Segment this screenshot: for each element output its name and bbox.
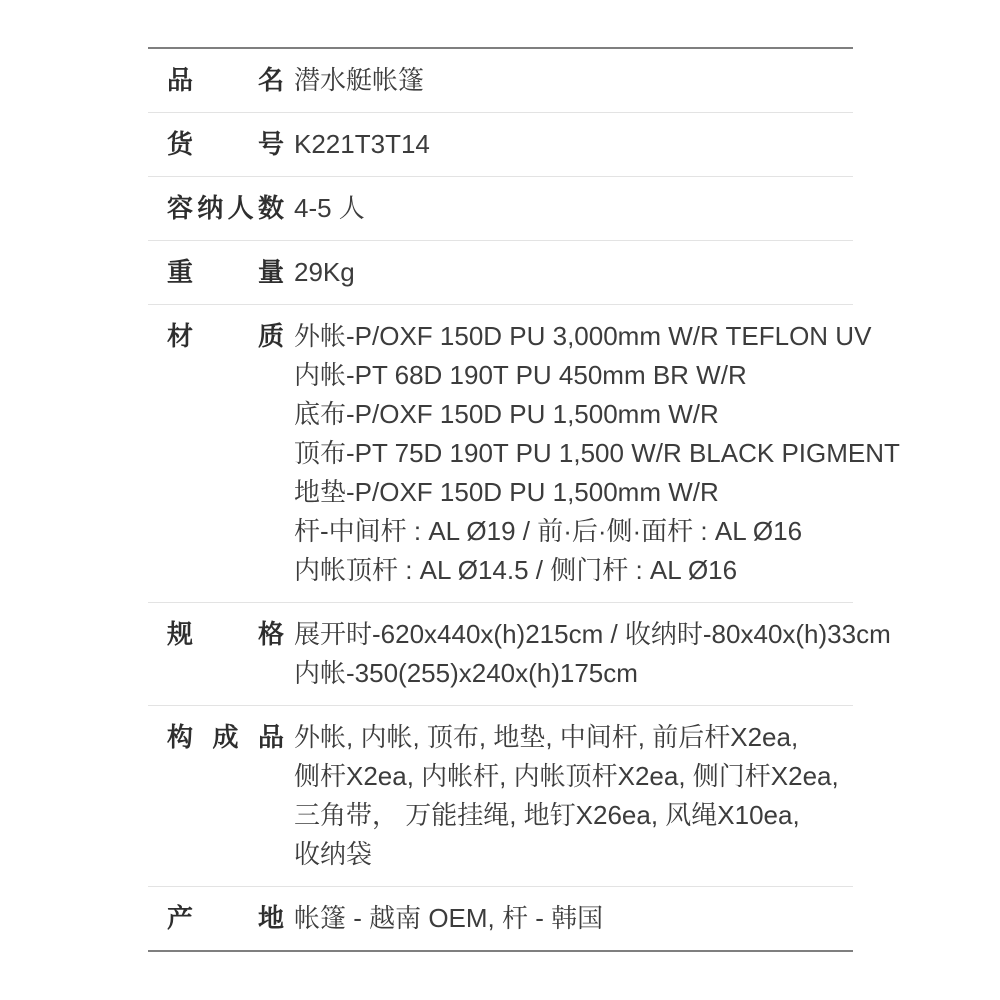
spec-row <box>148 240 853 304</box>
spec-value <box>294 61 853 100</box>
spec-label: 容纳人数 <box>167 193 284 223</box>
spec-value-line: K221T3T14 <box>294 129 430 159</box>
spec-value-line: 29Kg <box>294 257 355 287</box>
spec-value-line: 展开时-620x440x(h)215cm / 收纳时-80x40x(h)33cm <box>294 619 891 649</box>
spec-value-line: 4-5 人 <box>294 193 365 223</box>
spec-value <box>294 718 853 874</box>
spec-row <box>148 886 853 950</box>
spec-value-line: 帐篷 - 越南 OEM, 杆 - 韩国 <box>294 903 604 933</box>
spec-row <box>148 304 900 602</box>
spec-value-line: 内帐顶杆 : AL Ø14.5 / 侧门杆 : AL Ø16 <box>294 555 738 585</box>
spec-value-line: 侧杆X2ea, 内帐杆, 内帐顶杆X2ea, 侧门杆X2ea, <box>294 761 839 791</box>
spec-value-line: 三角带， 万能挂绳, 地钉X26ea, 风绳X10ea, <box>294 800 800 830</box>
spec-label: 构成品 <box>167 722 284 752</box>
spec-row <box>148 176 853 240</box>
spec-label: 品名 <box>167 65 284 95</box>
spec-label: 产地 <box>167 903 284 933</box>
spec-value-line: 地垫-P/OXF 150D PU 1,500mm W/R <box>294 477 719 507</box>
spec-row <box>148 602 891 705</box>
spec-value-line: 外帐, 内帐, 顶布, 地垫, 中间杆, 前后杆X2ea, <box>294 722 799 752</box>
spec-value-line: 外帐-P/OXF 150D PU 3,000mm W/R TEFLON UV <box>294 321 872 351</box>
spec-value <box>294 125 853 164</box>
spec-row <box>148 705 853 886</box>
spec-value-line: 潜水艇帐篷 <box>294 65 425 95</box>
spec-row <box>148 112 853 176</box>
spec-value <box>294 317 900 590</box>
spec-value <box>294 615 891 693</box>
spec-row <box>148 49 853 112</box>
spec-value-line: 底布-P/OXF 150D PU 1,500mm W/R <box>294 399 719 429</box>
spec-value-line: 内帐-350(255)x240x(h)175cm <box>294 658 638 688</box>
spec-label: 规格 <box>167 619 284 649</box>
spec-label: 重量 <box>167 257 284 287</box>
spec-table <box>148 47 900 952</box>
spec-value <box>294 899 853 938</box>
spec-label: 货号 <box>167 129 284 159</box>
spec-value-line: 内帐-PT 68D 190T PU 450mm BR W/R <box>294 360 747 390</box>
spec-value-line: 顶布-PT 75D 190T PU 1,500 W/R BLACK PIGMENT <box>294 438 900 468</box>
spec-value <box>294 253 853 292</box>
spec-value <box>294 189 853 228</box>
spec-value-line: 收纳袋 <box>294 839 373 869</box>
spec-label: 材质 <box>167 321 284 351</box>
spec-value-line: 杆-中间杆 : AL Ø19 / 前·后·侧·面杆 : AL Ø16 <box>294 516 803 546</box>
